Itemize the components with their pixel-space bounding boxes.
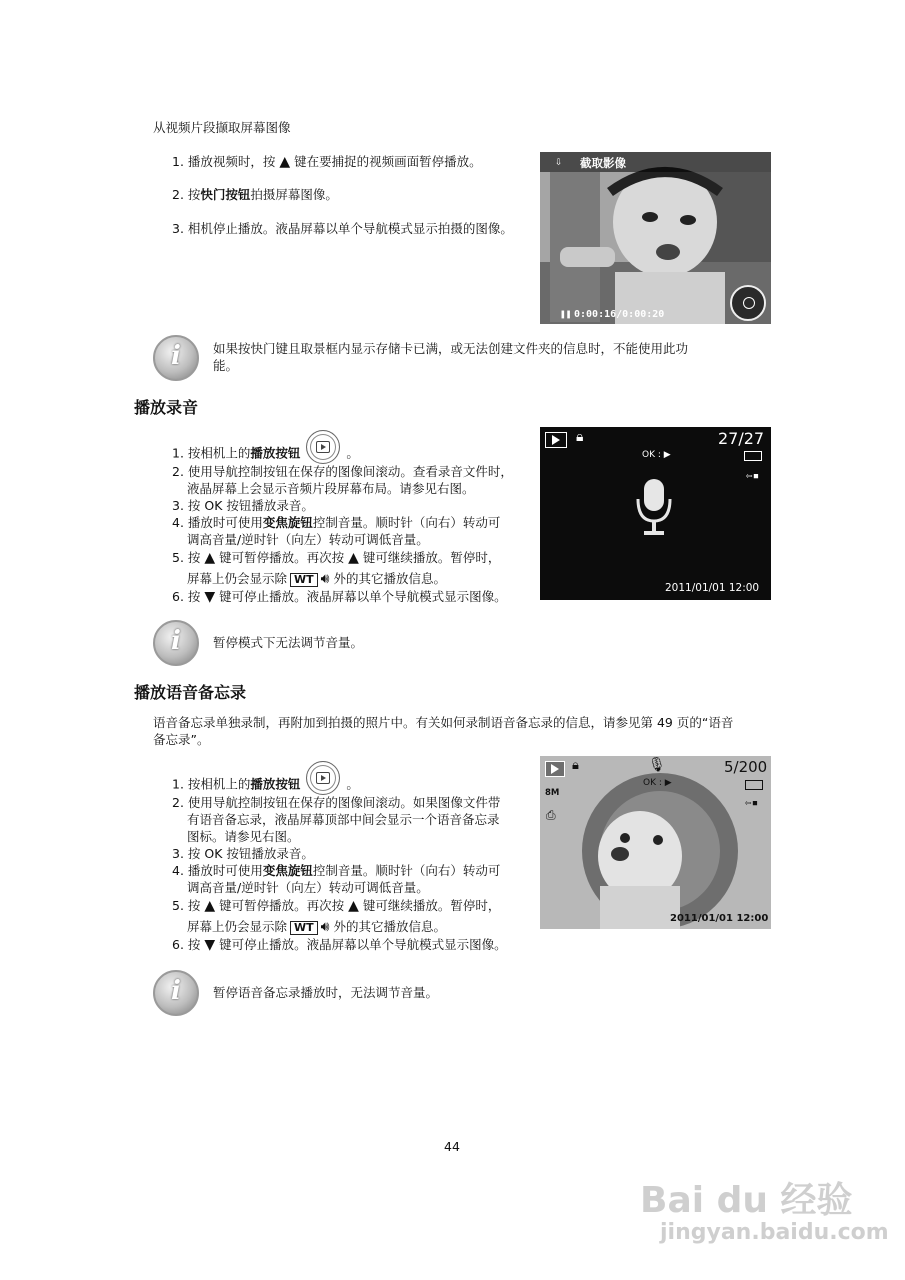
intro-line: 备忘录”。 bbox=[153, 732, 210, 747]
step-6 bbox=[172, 588, 507, 606]
section-title: 从视频片段撷取屏幕图像 bbox=[153, 120, 291, 135]
step-text: 。 bbox=[346, 445, 359, 461]
step-text: 5. 按 bbox=[172, 898, 201, 913]
play-mode-icon bbox=[545, 432, 567, 448]
step-3: 3. 按 OK 按钮播放录音。 bbox=[172, 846, 314, 861]
step-4-cont: 调高音量/逆时针（向左）转动可调低音量。 bbox=[187, 532, 429, 547]
step-1 bbox=[172, 444, 359, 464]
step-1 bbox=[172, 775, 359, 795]
step-4 bbox=[172, 862, 500, 879]
step-5-cont bbox=[187, 918, 446, 936]
step-1 bbox=[172, 153, 482, 171]
step-text: 1. 播放视频时，按 bbox=[172, 154, 276, 169]
step-6 bbox=[172, 936, 507, 954]
step-2: 2. 使用导航控制按钮在保存的图像间滚动。查看录音文件时， bbox=[172, 464, 513, 479]
step-text: 键可继续播放。暂停时， bbox=[362, 550, 501, 565]
step-text: 控制音量。顺时针（向右）转动可 bbox=[312, 863, 501, 878]
step-text: 屏幕上仍会显示除 bbox=[187, 919, 288, 934]
up-arrow-icon: ▲ bbox=[348, 550, 359, 566]
date-time: 2011/01/01 12:00 bbox=[670, 913, 769, 924]
step-text: 拍摄屏幕图像。 bbox=[250, 187, 338, 202]
step-text: 1. 按相机上的 bbox=[172, 776, 251, 792]
ok-play-hint: OK : ▶ bbox=[643, 778, 672, 788]
info-icon: i bbox=[153, 970, 199, 1016]
up-arrow-icon: ▲ bbox=[204, 550, 216, 566]
zoom-dial-label: 变焦旋钮 bbox=[262, 515, 313, 530]
image-counter: 5/200 bbox=[724, 758, 768, 776]
play-button-label: 播放按钮 bbox=[250, 776, 301, 792]
step-text: 键可继续播放。暂停时， bbox=[362, 898, 501, 913]
video-time: 0:00:16/0:00:20 bbox=[574, 309, 665, 320]
step-text: 键可停止播放。液晶屏幕以单个导航模式显示图像。 bbox=[219, 937, 507, 952]
step-text: 键可暂停播放。再次按 bbox=[219, 898, 345, 913]
step-2-cont: 有语音备忘录，液晶屏幕顶部中间会显示一个语音备忘录 bbox=[187, 812, 500, 827]
lock-icon: 🔒︎ bbox=[576, 429, 584, 445]
play-mode-icon bbox=[545, 761, 565, 777]
battery-icon bbox=[745, 780, 763, 790]
wt-icon: WT bbox=[290, 573, 318, 587]
shutter-button-label: 快门按钮 bbox=[200, 187, 251, 202]
step-4-cont: 调高音量/逆时针（向左）转动可调低音量。 bbox=[187, 880, 429, 895]
speaker-icon: 🔊︎ bbox=[320, 919, 330, 935]
battery-icon bbox=[744, 451, 762, 461]
step-text: 键可停止播放。液晶屏幕以单个导航模式显示图像。 bbox=[219, 589, 507, 604]
voice-memo-icon: 🎙︎ bbox=[648, 757, 666, 773]
page-number: 44 bbox=[444, 1139, 460, 1154]
note-line: 能。 bbox=[213, 358, 239, 373]
voice-memo-screen bbox=[540, 756, 771, 929]
step-text: 6. 按 bbox=[172, 937, 201, 952]
step-5 bbox=[172, 897, 500, 915]
step-5-cont bbox=[187, 570, 446, 588]
image-size-icon: 8M bbox=[545, 788, 560, 798]
print-icon: ⎙ bbox=[546, 808, 556, 822]
watermark-url: jingyan.baidu.com bbox=[660, 1220, 889, 1245]
capture-label: 截取影像 bbox=[580, 156, 626, 170]
audio-playback-screen bbox=[540, 427, 771, 600]
step-text: 外的其它播放信息。 bbox=[333, 919, 446, 934]
step-text: 4. 播放时可使用 bbox=[172, 863, 263, 878]
info-icon: i bbox=[153, 620, 199, 666]
step-3: 3. 相机停止播放。液晶屏幕以单个导航模式显示拍摄的图像。 bbox=[172, 221, 513, 236]
storage-icon: ⇦▪ bbox=[745, 796, 759, 809]
watermark-logo: Bai du 经验 bbox=[640, 1180, 853, 1221]
pause-icon: ❚❚ bbox=[560, 309, 572, 320]
ok-play-hint: OK : ▶ bbox=[642, 450, 671, 460]
step-text: 键可暂停播放。再次按 bbox=[219, 550, 345, 565]
note-text: 暂停模式下无法调节音量。 bbox=[213, 635, 364, 650]
step-4 bbox=[172, 514, 500, 531]
capture-icon: ⇩ bbox=[555, 154, 563, 168]
step-text: 。 bbox=[346, 776, 359, 792]
storage-icon: ⇦▪ bbox=[746, 469, 760, 482]
image-counter: 27/27 bbox=[718, 429, 765, 448]
info-icon: i bbox=[153, 335, 199, 381]
intro-line: 语音备忘录单独录制，再附加到拍摄的照片中。有关如何录制语音备忘录的信息，请参见第 49 页的“语音 bbox=[153, 715, 734, 730]
nav-control-icon bbox=[730, 285, 766, 321]
step-2 bbox=[172, 186, 338, 203]
lock-icon: 🔒︎ bbox=[572, 758, 579, 773]
wt-icon: WT bbox=[290, 921, 318, 935]
up-arrow-icon: ▲ bbox=[204, 898, 216, 914]
note-text: 暂停语音备忘录播放时，无法调节音量。 bbox=[213, 985, 439, 1000]
up-arrow-icon: ▲ bbox=[279, 154, 291, 170]
capture-screen-image bbox=[540, 152, 771, 324]
step-2-cont: 液晶屏幕上会显示音频片段屏幕布局。请参见右图。 bbox=[187, 481, 475, 496]
step-text: 2. 按 bbox=[172, 187, 201, 202]
step-text: 屏幕上仍会显示除 bbox=[187, 571, 288, 586]
play-button-label: 播放按钮 bbox=[250, 445, 301, 461]
step-text: 控制音量。顺时针（向右）转动可 bbox=[312, 515, 501, 530]
step-text: 5. 按 bbox=[172, 550, 201, 565]
play-button-icon bbox=[306, 430, 340, 464]
zoom-dial-label: 变焦旋钮 bbox=[262, 863, 313, 878]
step-text: 1. 按相机上的 bbox=[172, 445, 251, 461]
section-heading: 播放录音 bbox=[134, 398, 199, 417]
screen-header-bar bbox=[540, 152, 771, 172]
down-arrow-icon: ▼ bbox=[204, 589, 216, 605]
step-2-cont: 图标。请参见右图。 bbox=[187, 829, 300, 844]
step-5 bbox=[172, 549, 500, 567]
step-2: 2. 使用导航控制按钮在保存的图像间滚动。如果图像文件带 bbox=[172, 795, 501, 810]
section-heading: 播放语音备忘录 bbox=[134, 683, 247, 702]
step-text: 外的其它播放信息。 bbox=[333, 571, 446, 586]
down-arrow-icon: ▼ bbox=[204, 937, 216, 953]
note-line: 如果按快门键且取景框内显示存储卡已满，或无法创建文件夹的信息时，不能使用此功 bbox=[213, 341, 689, 356]
step-3: 3. 按 OK 按钮播放录音。 bbox=[172, 498, 314, 513]
speaker-icon: 🔊︎ bbox=[320, 571, 330, 587]
microphone-icon bbox=[634, 477, 674, 539]
step-text: 4. 播放时可使用 bbox=[172, 515, 263, 530]
play-button-icon bbox=[306, 761, 340, 795]
up-arrow-icon: ▲ bbox=[348, 898, 359, 914]
date-time: 2011/01/01 12:00 bbox=[665, 582, 760, 594]
step-text: 键在要捕捉的视频画面暂停播放。 bbox=[294, 154, 482, 169]
step-text: 6. 按 bbox=[172, 589, 201, 604]
